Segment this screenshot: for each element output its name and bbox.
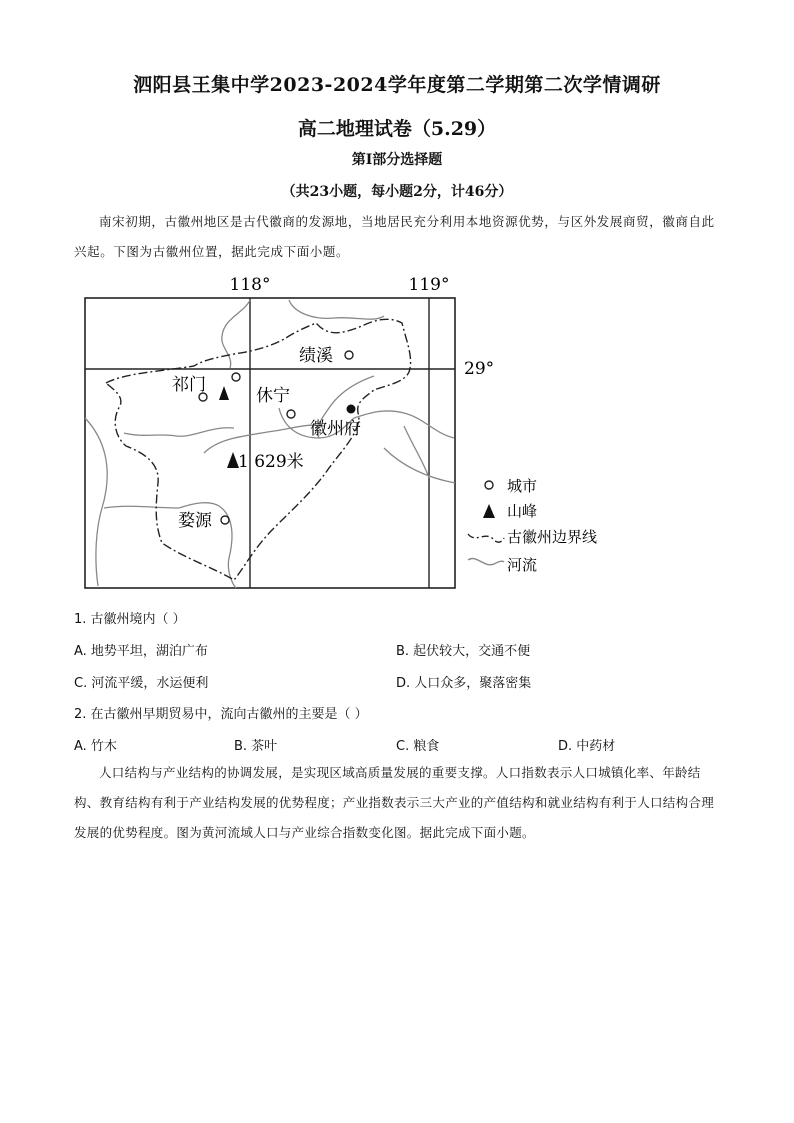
city-marker-xiuning xyxy=(287,410,295,418)
river xyxy=(104,506,179,508)
question-1-option-a: A. 地势平坦，湖泊广布 xyxy=(74,644,208,659)
label-peak-height: 1 629米 xyxy=(238,452,304,472)
question-2-option-c: C. 粮食 xyxy=(396,739,440,754)
legend-peak-icon xyxy=(483,504,495,518)
river xyxy=(204,425,324,453)
section-heading: 第Ⅰ部分选择题 xyxy=(351,152,443,168)
legend-peak-label: 山峰 xyxy=(507,502,538,520)
legend-river-icon xyxy=(468,558,504,564)
peak-marker-qimen xyxy=(219,386,229,400)
label-huizhoufu: 徽州府 xyxy=(310,419,361,439)
section-note: （共23小题，每小题2分，计46分） xyxy=(281,184,513,200)
label-jixi: 绩溪 xyxy=(299,346,333,366)
question-1-option-c: C. 河流平缓，水运便利 xyxy=(74,676,209,691)
river xyxy=(289,300,384,319)
city-marker-jixi xyxy=(345,351,353,359)
question-2-stem: 2. 在古徽州早期贸易中，流向古徽州的主要是（ ） xyxy=(74,707,368,722)
exam-subtitle: 高二地理试卷（5.29） xyxy=(297,118,497,140)
question-2-option-d: D. 中药材 xyxy=(558,739,616,754)
river xyxy=(124,428,234,436)
city-marker-huizhoufu xyxy=(347,405,356,414)
question-2-option-a: A. 竹木 xyxy=(74,739,117,754)
river xyxy=(85,418,107,586)
legend-river-label: 河流 xyxy=(507,556,538,574)
river xyxy=(384,448,455,483)
legend-city-icon xyxy=(485,481,493,489)
label-xiuning: 休宁 xyxy=(256,386,290,406)
river xyxy=(222,300,250,368)
question-2-option-b: B. 茶叶 xyxy=(234,739,278,754)
river xyxy=(354,411,454,438)
label-qimen: 祁门 xyxy=(172,375,206,395)
rivers xyxy=(85,300,455,588)
city-marker-wuyuan xyxy=(221,516,229,524)
label-lon-118: 118° xyxy=(229,275,271,295)
exam-title: 泗阳县王集中学2023-2024学年度第二学期第二次学情调研 xyxy=(133,74,661,96)
legend-boundary-icon xyxy=(468,534,504,542)
label-lat-29: 29° xyxy=(464,359,495,379)
legend-boundary-label: 古徽州边界线 xyxy=(507,528,598,546)
question-1-stem: 1. 古徽州境内（ ） xyxy=(74,612,186,627)
city-marker-qimen-1 xyxy=(232,373,240,381)
legend-city-label: 城市 xyxy=(507,477,538,495)
huizhou-boundary xyxy=(106,319,411,580)
label-wuyuan: 婺源 xyxy=(178,511,212,531)
passage-2: 人口结构与产业结构的协调发展，是实现区域高质量发展的重要支撑。人口指数表示人口城镇化率、年龄结构、教育结构有利于产业结构发展的优势程度；产业指数表示三大产业的产值结构和就业结构有利于人口结构合理发展的优势程度。图为黄河流域人口与产业综合指数变化图。据此完成下面小题。 xyxy=(74,765,715,840)
passage-1: 南宋初期，古徽州地区是古代徽商的发源地，当地居民充分利用本地资源优势，与区外发展商贸，徽商自此兴起。下图为古徽州位置，据此完成下面小题。 xyxy=(74,214,715,259)
label-lon-119: 119° xyxy=(408,275,450,295)
question-1-option-b: B. 起伏较大，交通不便 xyxy=(396,644,531,659)
question-1-option-d: D. 人口众多，聚落密集 xyxy=(396,676,532,691)
huizhou-map xyxy=(84,268,644,598)
map-legend xyxy=(468,477,597,574)
map-frame xyxy=(85,298,455,588)
